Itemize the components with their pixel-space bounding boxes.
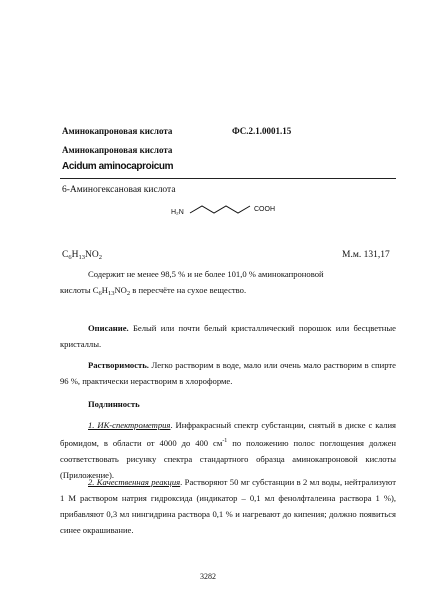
content-c-count: 6	[98, 290, 102, 297]
solubility-label: Растворимость.	[88, 360, 149, 370]
ir-unit-exponent: -1	[222, 438, 228, 444]
molar-mass: М.м. 131,17	[342, 250, 390, 260]
description-paragraph	[60, 320, 396, 352]
structure-amine-group: H₂N	[171, 209, 184, 216]
solubility-paragraph	[60, 357, 396, 389]
content-line-2-end: в пересчёте на сухое вещество.	[130, 285, 247, 295]
content-h: H	[101, 285, 108, 295]
ir-label: 1. ИК-спектрометрия	[88, 420, 171, 430]
solubility-text: Легко растворим в воде, мало или очень мало растворим в спирте 96 %, практически нерастворим в хлороформе.	[60, 360, 396, 386]
chem-name: 6-Аминогексановая кислота	[62, 185, 176, 195]
qualitative-text: . Растворяют 50 мг субстанции в 2 мл воды, нейтрализуют 1 М раствором натрия гидроксида (индикатор – 0,1 мл фенолфталеина раствора 1 %), прибавляют 0,3 мл нингидрина раствора 0,1 % и нагревают до кипения; должно появиться синее окрашивание.	[60, 477, 396, 535]
formula-h-count: 13	[78, 254, 85, 261]
header-name-latin: Acidum aminocaproicum	[62, 161, 174, 172]
molecular-formula	[62, 250, 102, 261]
content-paragraph	[60, 266, 396, 302]
header-name-ru-2: Аминокапроновая кислота	[62, 145, 173, 155]
formula-c: C	[62, 250, 69, 260]
qualitative-paragraph	[60, 474, 396, 538]
description-label: Описание.	[88, 323, 129, 333]
formula-h: H	[71, 250, 79, 260]
ir-text-2: по положению полос поглощения должен соответствовать рисунку спектра стандартного образца аминокапроновой кислоты (Приложение).	[60, 438, 396, 480]
description-text: Белый или почти белый кристаллический порошок или бесцветные кристаллы.	[60, 323, 396, 349]
structural-formula	[168, 198, 308, 228]
authenticity-label: Подлинность	[88, 399, 140, 409]
formula-no: NO	[84, 250, 99, 260]
header-code: ФС.2.1.0001.15	[232, 126, 292, 136]
structure-carboxyl-group: COOH	[254, 206, 275, 213]
ir-text-1: . Инфракрасный спектр субстанции, снятый в диске с калия бромидом, в области от 4000 до 400 см	[60, 420, 396, 448]
content-no: NO	[114, 285, 127, 295]
content-line-1: Содержит не менее 98,5 % и не более 101,0 % аминокапроновой	[88, 269, 324, 279]
formula-c-count: 6	[68, 254, 72, 261]
page-number: 3282	[200, 572, 216, 581]
content-line-2-start: кислоты C	[60, 285, 99, 295]
carbon-chain	[190, 206, 250, 213]
formula-o-count: 2	[98, 254, 102, 261]
content-h-count: 13	[107, 290, 115, 297]
qualitative-label: 2. Качественная реакция	[88, 477, 181, 487]
content-o-count: 2	[126, 290, 131, 297]
header-name-ru: Аминокапроновая кислота	[62, 126, 173, 136]
authenticity-heading	[60, 396, 396, 412]
header-divider	[60, 178, 396, 179]
